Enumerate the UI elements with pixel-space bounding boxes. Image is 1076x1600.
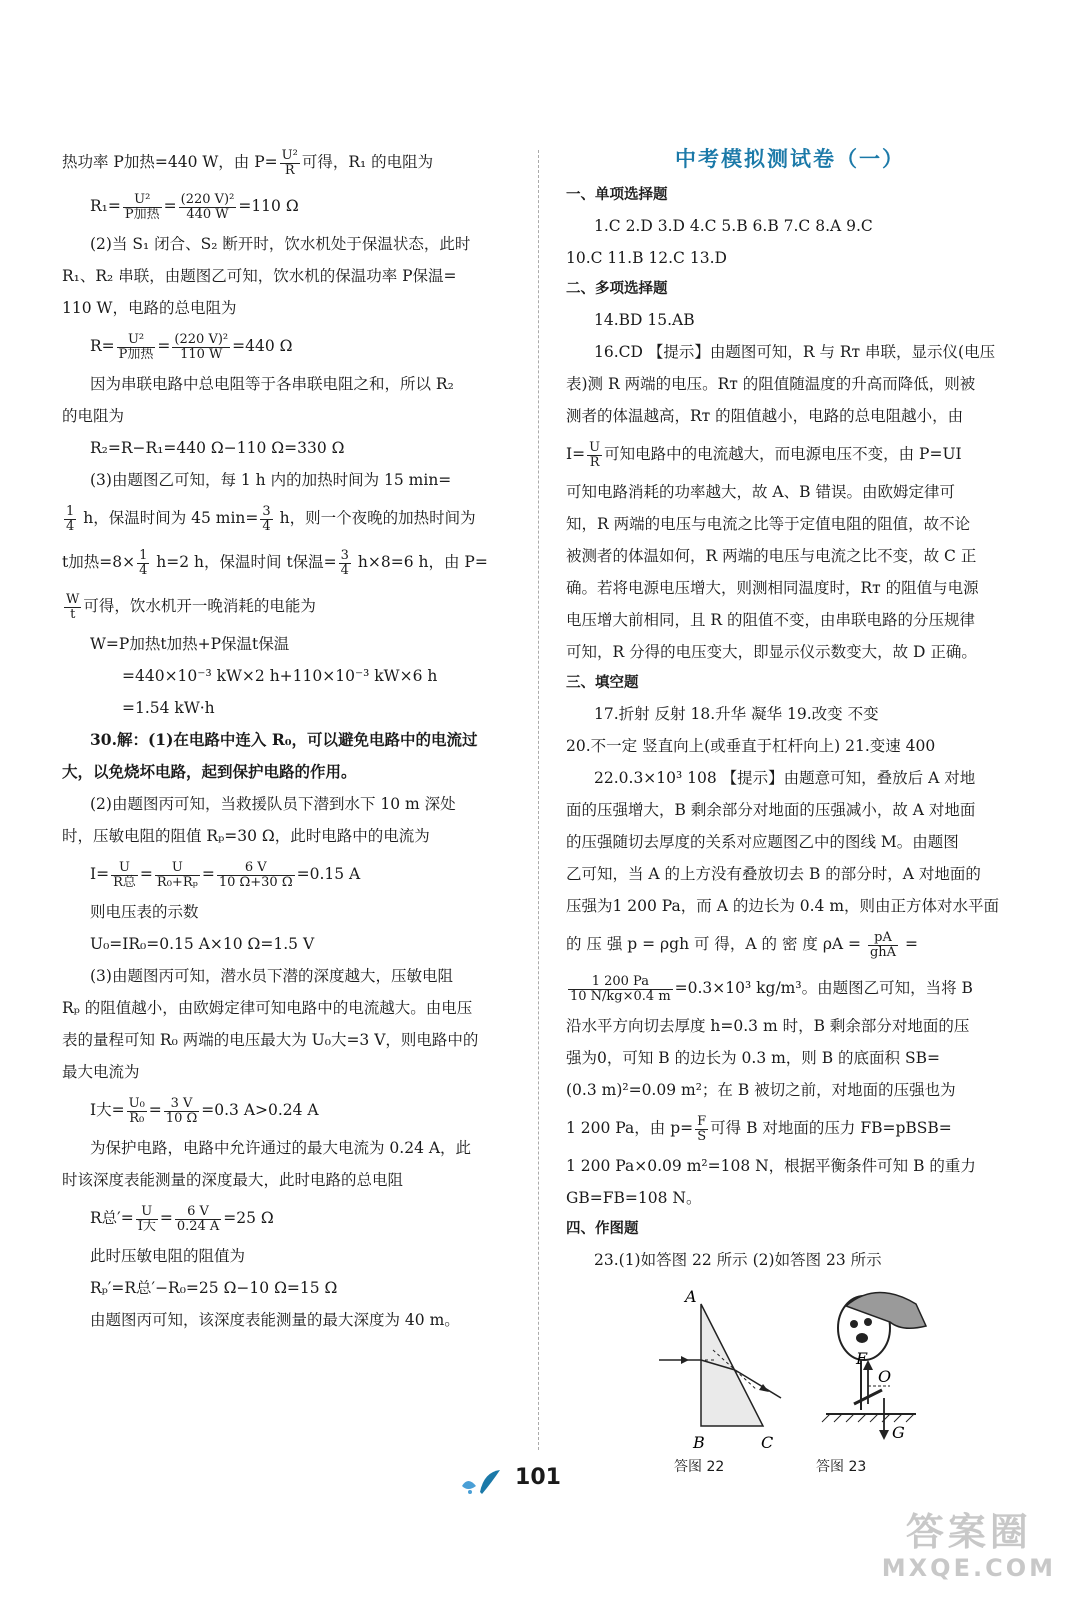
figures-area (566, 1286, 1014, 1476)
text-line: 确。若将电源电压增大，则测相同温度时，Rᴛ 的阻值与电源 (566, 579, 979, 597)
vertex-label-a: A (685, 1287, 697, 1306)
section-heading: 二、多项选择题 (566, 281, 668, 297)
text-line: 压强为1 200 Pa，而 A 的边长为 0.4 m，则由正方体对水平面 (566, 897, 1000, 915)
equation: I大= $\frac{\text{U₀}}{\text{R₀}}$ = $\frac{3 V}{10 \Omega}$ =0.3 A>0.24 A (90, 1095, 319, 1126)
lever-diagram (806, 1286, 936, 1456)
text-line: $\frac{1}{4}$ h，保温时间为 45 min= $\frac{3}{4}$ h，则一个夜晚的加热时间为 (66, 503, 476, 534)
text-line: GB=FB=108 N。 (566, 1189, 702, 1207)
text-line: (3)由题图丙可知，潜水员下潜的深度越大，压敏电阻 (90, 967, 453, 985)
column-divider (538, 150, 539, 1450)
text-line: 则电压表的示数 (90, 903, 199, 921)
text-line: 大，以免烧坏电路，起到保护电路的作用。 (62, 762, 357, 781)
text-line: 强为0，可知 B 的边长为 0.3 m，则 B 的底面积 SB= (566, 1049, 940, 1067)
text-line: Rₚ 的阻值越小，由欧姆定律可知电路中的电流越大。由电压 (62, 999, 473, 1017)
text-line: 被测者的体温如何，R 两端的电压与电流之比不变，故 C 正 (566, 547, 977, 565)
force-label-f: F (856, 1349, 868, 1368)
prism-diagram (651, 1286, 811, 1456)
figure-caption-22: 答图 22 (674, 1459, 725, 1475)
text-line: I= $\frac{U}{R}$ 可知电路中的电流越大，而电源电压不变，由 P=UI (566, 439, 962, 470)
right-column (566, 140, 1014, 1476)
text-line: 22.0.3×10³ 108 【提示】由题意可知，叠放后 A 对地 (594, 769, 976, 787)
text-line: 时该深度表能测量的深度最大，此时电路的总电阻 (62, 1171, 404, 1189)
text-line: 此时压敏电阻的阻值为 (90, 1247, 246, 1265)
text-line: R₁、R₂ 串联，由题图乙可知，饮水机的保温功率 P保温= (62, 267, 457, 285)
equation: R总′= $\frac{U}{\text{I大}}$ = $\frac{6 V}{0.24 A}$ =25 Ω (90, 1203, 274, 1234)
answer-line: 23.(1)如答图 22 所示 (2)如答图 23 所示 (594, 1251, 882, 1269)
equation: =1.54 kW·h (122, 699, 215, 717)
text-line: 热功率 P加热=440 W，由 P= $\frac{\text{U²}}{R}$ 可得，R₁ 的电阻为 (62, 147, 434, 178)
text-line: t加热=8× $\frac{1}{4}$ h=2 h，保温时间 t保温= $\frac{3}{4}$ h×8=6 h，由 P= (62, 547, 488, 578)
text-line: 表的量程可知 R₀ 两端的电压最大为 U₀大=3 V，则电路中的 (62, 1031, 479, 1049)
watermark-logo (882, 1510, 1056, 1582)
equation: R= $\frac{\text{U²}}{\text{P加热}}$ = $\frac{\text{(220 V)²}}{110 W}$ =440 Ω (90, 331, 293, 362)
vertex-label-b: B (693, 1433, 705, 1452)
text-line: $\frac{W}{t}$ 可得，饮水机开一晚消耗的电能为 (66, 591, 316, 622)
equation: =440×10⁻³ kW×2 h+110×10⁻³ kW×6 h (122, 667, 438, 685)
page-number: 101 (515, 1465, 561, 1490)
text-line: 30.解：(1)在电路中连入 R₀，可以避免电路中的电流过 (90, 730, 478, 749)
text-line: 可知电路消耗的功率越大，故 A、B 错误。由欧姆定律可 (566, 483, 955, 501)
text-line: 面的压强增大，B 剩余部分对地面的压强减小，故 A 对地面 (566, 801, 976, 819)
answer-line: 20.不一定 竖直向上(或垂直于杠杆向上) 21.变速 400 (566, 737, 936, 755)
text-line: 的压强随切去厚度的关系对应题图乙中的图线 M。由题图 (566, 833, 959, 851)
left-column (62, 140, 524, 1336)
vertex-label-c: C (761, 1433, 774, 1452)
text-line: 时，压敏电阻的阻值 Rₚ=30 Ω，此时电路中的电流为 (62, 827, 430, 845)
pivot-label-o: O (878, 1367, 892, 1386)
answer-line: 17.折射 反射 18.升华 凝华 19.改变 不变 (594, 705, 879, 723)
text-line: 16.CD 【提示】由题图可知，R 与 Rᴛ 串联，显示仪(电压 (594, 343, 996, 361)
equation: I= $\frac{U}{\text{R总}}$ = $\frac{U}{\text{R₀+Rₚ}}$ = $\frac{6 V}{10 \Omega+30 \Omega}$ =0.15 A (90, 859, 361, 890)
equation: R₁= $\frac{\text{U²}}{\text{P加热}}$ = $\frac{\text{(220 V)²}}{440 W}$ =110 Ω (90, 191, 299, 222)
section-title: 中考模拟测试卷（一） (675, 146, 905, 171)
text-line: 1 200 Pa，由 p= $\frac{F}{S}$ 可得 B 对地面的压力 FB=pBSB= (566, 1113, 952, 1144)
answer-line: 1.C 2.D 3.D 4.C 5.B 6.B 7.C 8.A 9.C (594, 217, 873, 235)
section-heading: 一、单项选择题 (566, 187, 668, 203)
equation: W=P加热t加热+P保温t保温 (90, 635, 290, 653)
figure-caption-23: 答图 23 (816, 1459, 867, 1475)
answer-line: 10.C 11.B 12.C 13.D (566, 249, 727, 267)
watermark-url: MXQE.COM (881, 1554, 1056, 1582)
section-heading: 三、填空题 (566, 675, 639, 691)
text-line: (2)由题图丙可知，当救援队员下潜到水下 10 m 深处 (90, 795, 456, 813)
equation: U₀=IR₀=0.15 A×10 Ω=1.5 V (90, 935, 315, 953)
text-line: 可知，R 分得的电压变大，即显示仪示数变大，故 D 正确。 (566, 643, 977, 661)
text-line: 由题图丙可知，该深度表能测量的最大深度为 40 m。 (90, 1311, 460, 1329)
gravity-label-g: G (892, 1423, 905, 1442)
answer-line: 14.BD 15.AB (594, 311, 695, 329)
text-line: (3)由题图乙可知，每 1 h 内的加热时间为 15 min= (90, 471, 452, 489)
text-line: 为保护电路，电路中允许通过的最大电流为 0.24 A，此 (90, 1139, 472, 1157)
text-line: 1 200 Pa×0.09 m²=108 N，根据平衡条件可知 B 的重力 (566, 1157, 976, 1175)
text-line: 的 压 强 p = ρgh 可 得，A 的 密 度 ρA = $\frac{pA}{\text{ghA}}$ = (566, 929, 918, 960)
text-line: 110 W，电路的总电阻为 (62, 299, 237, 317)
text-line: 电压增大前相同，且 R 的阻值不变，由串联电路的分压规律 (566, 611, 976, 629)
text-line: 沿水平方向切去厚度 h=0.3 m 时，B 剩余部分对地面的压 (566, 1017, 970, 1035)
text-line: 因为串联电路中总电阻等于各串联电阻之和，所以 R₂ (90, 375, 454, 393)
text-line: 的电阻为 (62, 407, 125, 425)
watermark-text: 答案圈 (905, 1510, 1032, 1554)
text-line: 最大电流为 (62, 1063, 140, 1081)
text-line: 表)测 R 两端的电压。Rᴛ 的阻值随温度的升高而降低，则被 (566, 375, 976, 393)
text-line: 测者的体温越高，Rᴛ 的阻值越小，电路的总电阻越小，由 (566, 407, 964, 425)
text-line: $\frac{1 200 Pa}{10 N/kg\times 0.4 m}$ =0.3×10³ kg/m³。由题图乙可知，当将 B (570, 973, 973, 1004)
text-line: (0.3 m)²=0.09 m²；在 B 被切之前，对地面的压强也为 (566, 1081, 956, 1099)
equation: Rₚ′=R总′−R₀=25 Ω−10 Ω=15 Ω (90, 1279, 338, 1297)
text-line: (2)当 S₁ 闭合、S₂ 断开时，饮水机处于保温状态，此时 (90, 235, 471, 253)
text-line: 知，R 两端的电压与电流之比等于定值电阻的阻值，故不论 (566, 515, 971, 533)
equation: R₂=R−R₁=440 Ω−110 Ω=330 Ω (90, 439, 345, 457)
text-line: 乙可知，当 A 的上方没有叠放切去 B 的部分时，A 对地面的 (566, 865, 981, 883)
section-heading: 四、作图题 (566, 1221, 639, 1237)
